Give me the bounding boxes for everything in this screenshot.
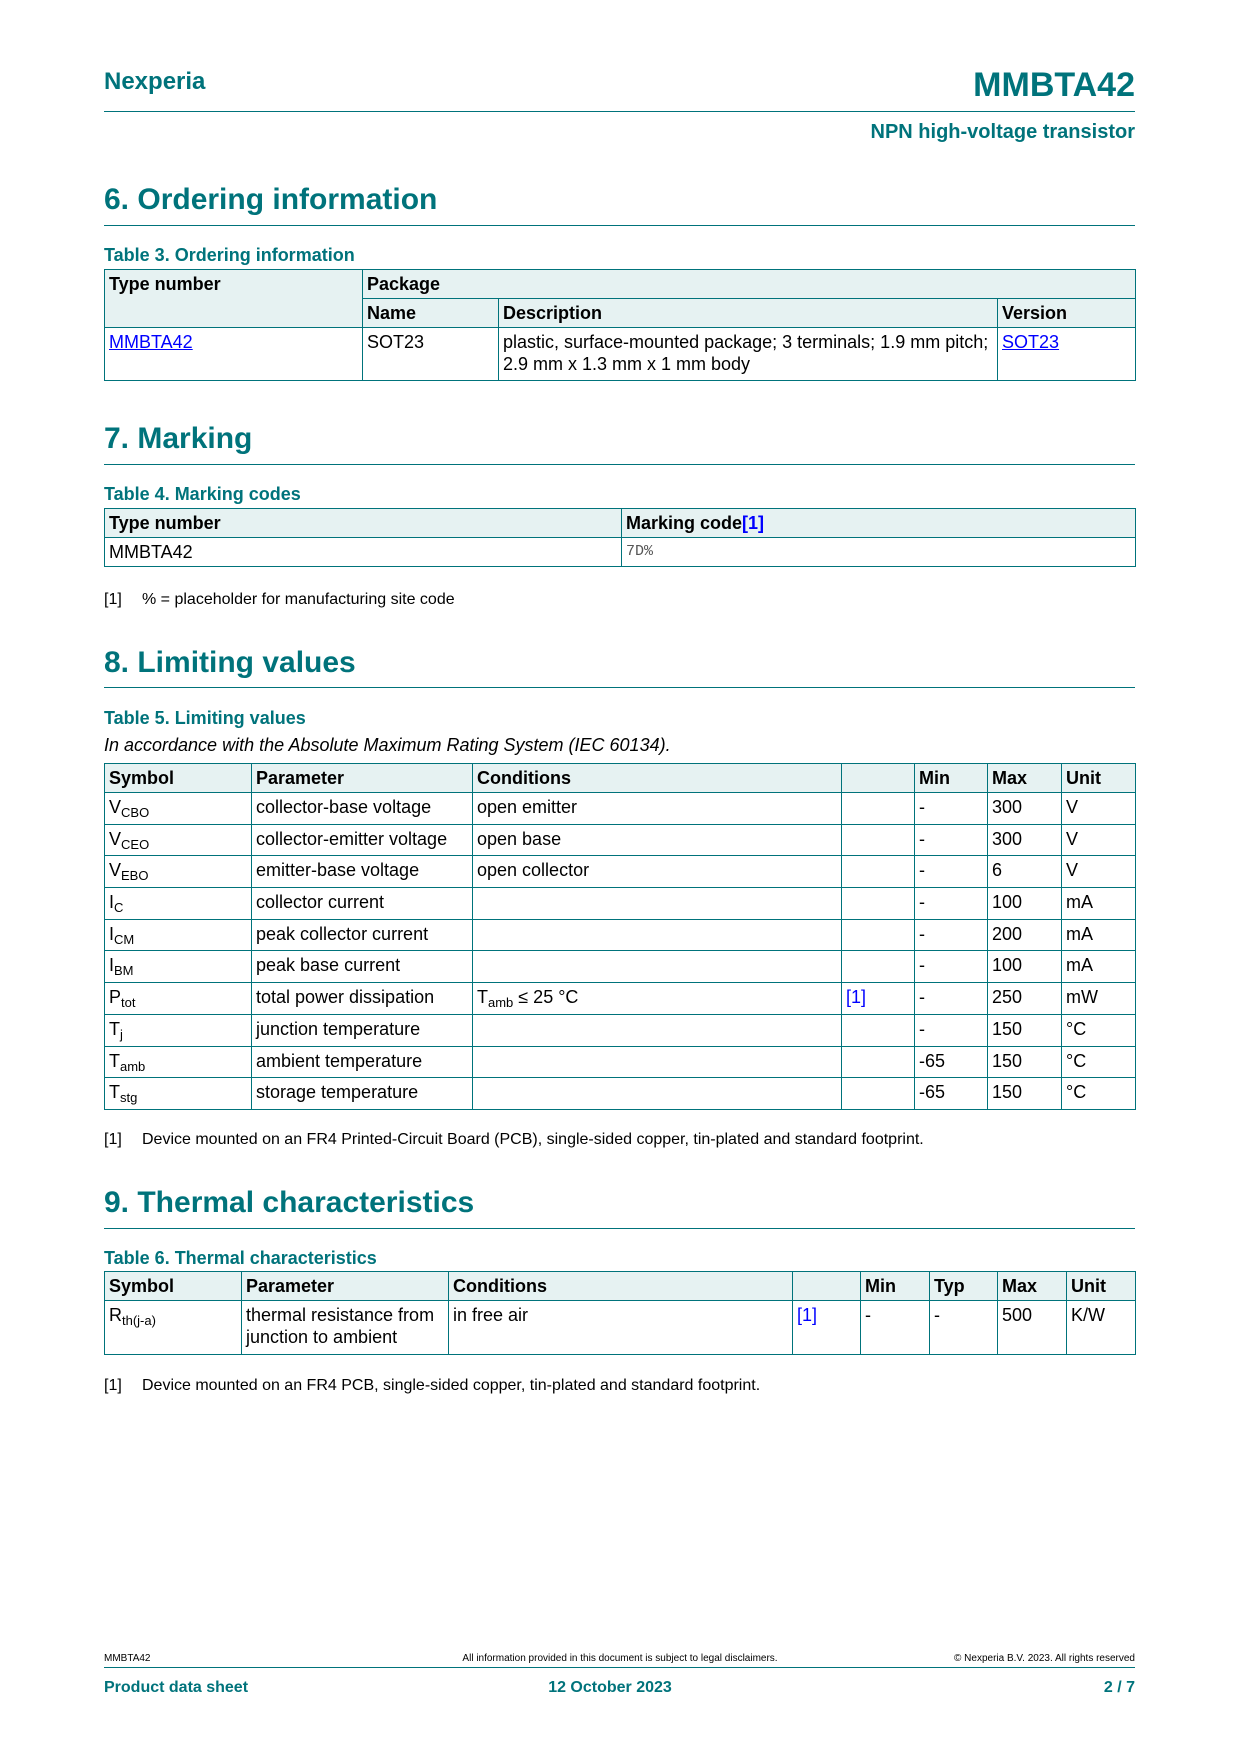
section-divider (104, 687, 1135, 688)
column-header: Parameter (242, 1272, 449, 1301)
min: - (915, 824, 988, 856)
section-divider (104, 464, 1135, 465)
section-6-heading: 6. Ordering information (104, 183, 438, 216)
footnote-number: [1] (104, 1377, 122, 1394)
header-version: Version (998, 299, 1136, 328)
footnote-number: [1] (104, 591, 122, 608)
package-description: plastic, surface-mounted package; 3 terminals; 1.9 mm pitch; 2.9 mm x 1.3 mm x 1 mm body (499, 328, 998, 381)
table-6-caption: Table 6. Thermal characteristics (104, 1248, 377, 1268)
footnote-text: % = placeholder for manufacturing site code (142, 591, 455, 608)
symbol: $V_{CEO}$ (105, 824, 252, 856)
header-marking-code (622, 509, 1136, 538)
column-header: Max (988, 764, 1062, 793)
symbol: $I_{BM}$ (105, 951, 252, 983)
conditions: $T_{amb} \le 25$ °C (473, 983, 842, 1015)
max: 300 (988, 824, 1062, 856)
section-9-heading: 9. Thermal characteristics (104, 1186, 475, 1219)
min: - (915, 983, 988, 1015)
max: 100 (988, 888, 1062, 920)
table-row (105, 1301, 1136, 1355)
table-row (105, 538, 1136, 567)
column-header: Min (861, 1272, 930, 1301)
header-name: Name (363, 299, 499, 328)
table-row (105, 1078, 1136, 1110)
footnote-text: Device mounted on an FR4 PCB, single-sided copper, tin-plated and standard footprint. (142, 1377, 761, 1394)
max: 300 (988, 793, 1062, 825)
table-5-caption: Table 5. Limiting values (104, 708, 306, 728)
unit: mA (1062, 888, 1136, 920)
parameter: collector-base voltage (252, 793, 473, 825)
column-header (842, 764, 915, 793)
min: - (915, 888, 988, 920)
marking-code: 7D% (622, 538, 1136, 567)
max: 200 (988, 919, 1062, 951)
symbol: $I_C$ (105, 888, 252, 920)
min: - (915, 793, 988, 825)
column-header: Unit (1062, 764, 1136, 793)
column-header (793, 1272, 861, 1301)
parameter: junction temperature (252, 1014, 473, 1046)
column-header: Symbol (105, 764, 252, 793)
max: 500 (998, 1301, 1067, 1355)
table-row (105, 1046, 1136, 1078)
package-name: SOT23 (363, 328, 499, 381)
footnote-ref-link (842, 951, 915, 983)
header-divider (104, 111, 1135, 112)
unit: mA (1062, 951, 1136, 983)
footnote (104, 1131, 924, 1149)
parameter: peak collector current (252, 919, 473, 951)
unit: °C (1062, 1078, 1136, 1110)
footnote-ref-link (842, 793, 915, 825)
table-row (105, 793, 1136, 825)
unit: mW (1062, 983, 1136, 1015)
min: -65 (915, 1046, 988, 1078)
column-header: Conditions (449, 1272, 793, 1301)
version-link[interactable]: SOT23 (1002, 332, 1060, 352)
footer-date: 12 October 2023 (548, 1679, 672, 1696)
table-3-caption: Table 3. Ordering information (104, 245, 355, 265)
table-row (105, 328, 1136, 381)
unit: °C (1062, 1014, 1136, 1046)
section-divider (104, 225, 1135, 226)
column-header: Unit (1067, 1272, 1136, 1301)
footnote-ref-link (842, 1078, 915, 1110)
column-header: Max (998, 1272, 1067, 1301)
conditions: open base (473, 824, 842, 856)
symbol: $I_{CM}$ (105, 919, 252, 951)
column-header: Symbol (105, 1272, 242, 1301)
min: -65 (915, 1078, 988, 1110)
footer-divider (104, 1667, 1135, 1668)
footnote-ref-link (842, 919, 915, 951)
min: - (915, 856, 988, 888)
product-title: MMBTA42 (973, 66, 1135, 104)
footnote-ref-link[interactable]: [1] (793, 1301, 861, 1355)
table-row (105, 856, 1136, 888)
footnote-ref-link (842, 1014, 915, 1046)
max: 150 (988, 1078, 1062, 1110)
limiting-values-table (104, 763, 1136, 1110)
unit: °C (1062, 1046, 1136, 1078)
section-divider (104, 1228, 1135, 1229)
min: - (915, 1014, 988, 1046)
symbol: $P_{tot}$ (105, 983, 252, 1015)
table-row (105, 824, 1136, 856)
min: - (861, 1301, 930, 1355)
conditions (473, 888, 842, 920)
header-description: Description (499, 299, 998, 328)
footnote-number: [1] (104, 1131, 122, 1148)
ordering-table (104, 269, 1136, 381)
max: 150 (988, 1046, 1062, 1078)
footnote-ref-link (842, 1046, 915, 1078)
parameter: emitter-base voltage (252, 856, 473, 888)
max: 6 (988, 856, 1062, 888)
parameter: collector-emitter voltage (252, 824, 473, 856)
symbol: $V_{CBO}$ (105, 793, 252, 825)
unit: K/W (1067, 1301, 1136, 1355)
footer-doc-type: Product data sheet (104, 1679, 249, 1696)
table-row (105, 951, 1136, 983)
footnote-ref-link (842, 888, 915, 920)
parameter: ambient temperature (252, 1046, 473, 1078)
section-8-heading: 8. Limiting values (104, 646, 356, 679)
conditions: open collector (473, 856, 842, 888)
brand-name: Nexperia (104, 68, 206, 95)
table-row (105, 888, 1136, 920)
conditions (473, 1014, 842, 1046)
column-header: Min (915, 764, 988, 793)
footnote-text: Device mounted on an FR4 Printed-Circuit Board (PCB), single-sided copper, tin-plated and standard footprint. (142, 1131, 924, 1148)
parameter: storage temperature (252, 1078, 473, 1110)
max: 100 (988, 951, 1062, 983)
header-package: Package (363, 270, 1136, 299)
footer-page-number: 2 / 7 (1103, 1679, 1135, 1696)
thermal-table (104, 1271, 1136, 1355)
symbol: $R_{th(j-a)}$ (105, 1301, 242, 1355)
unit: V (1062, 856, 1136, 888)
section-7-heading: 7. Marking (104, 422, 253, 455)
footer-doc-id: MMBTA42 (104, 1653, 151, 1664)
header-type-number: Type number (105, 509, 622, 538)
min: - (915, 951, 988, 983)
marking-table (104, 508, 1136, 567)
footnote (104, 1377, 760, 1395)
unit: mA (1062, 919, 1136, 951)
parameter: total power dissipation (252, 983, 473, 1015)
symbol: $T_j$ (105, 1014, 252, 1046)
footnote-ref-link (842, 824, 915, 856)
footnote-ref-link[interactable]: [1] (842, 983, 915, 1015)
table-row (105, 919, 1136, 951)
table-row (105, 1014, 1136, 1046)
conditions (473, 919, 842, 951)
table-row (105, 983, 1136, 1015)
table-5-subcaption: In accordance with the Absolute Maximum Rating System (IEC 60134). (104, 735, 671, 755)
conditions (473, 1046, 842, 1078)
type-number-link[interactable]: MMBTA42 (109, 332, 193, 352)
conditions: open emitter (473, 793, 842, 825)
product-subtitle: NPN high-voltage transistor (870, 121, 1135, 143)
parameter: peak base current (252, 951, 473, 983)
unit: V (1062, 793, 1136, 825)
unit: V (1062, 824, 1136, 856)
footnote-ref-link[interactable]: [1] (742, 513, 765, 533)
max: 150 (988, 1014, 1062, 1046)
column-header: Conditions (473, 764, 842, 793)
conditions (473, 951, 842, 983)
max: 250 (988, 983, 1062, 1015)
symbol: $T_{amb}$ (105, 1046, 252, 1078)
table-4-caption: Table 4. Marking codes (104, 484, 301, 504)
symbol: $T_{stg}$ (105, 1078, 252, 1110)
parameter: collector current (252, 888, 473, 920)
marking-code-label: Marking code (626, 513, 743, 533)
parameter: thermal resistance from junction to ambient (242, 1301, 449, 1355)
conditions (473, 1078, 842, 1110)
column-header: Parameter (252, 764, 473, 793)
typ: - (930, 1301, 998, 1355)
footer-disclaimer: All information provided in this document is subject to legal disclaimers. (462, 1653, 778, 1664)
footnote-ref-link (842, 856, 915, 888)
header-type-number: Type number (105, 270, 363, 328)
footnote (104, 591, 455, 609)
footer-copyright: © Nexperia B.V. 2023. All rights reserved (954, 1653, 1135, 1664)
min: - (915, 919, 988, 951)
column-header: Typ (930, 1272, 998, 1301)
symbol: $V_{EBO}$ (105, 856, 252, 888)
type-number: MMBTA42 (105, 538, 622, 567)
conditions: in free air (449, 1301, 793, 1355)
